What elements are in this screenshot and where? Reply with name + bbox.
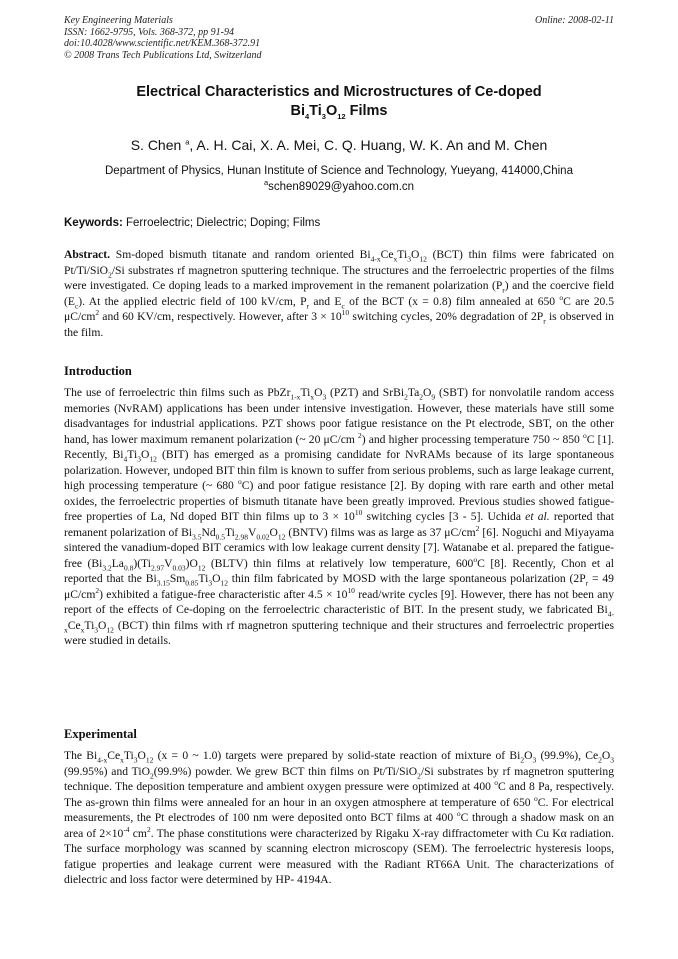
- journal-name: Key Engineering Materials: [64, 15, 173, 26]
- experimental-paragraph: The $Bi_{4-x}Ce_xTi_3O_{12}$ (x = 0 ~ 1.0) targets were prepared by solid-state reaction of mixture of $Bi_2O_3$ (99.9%), $Ce_2O_3$ (99.95%) and TiO$_2$(99.9%) powder. We grew BCT thin films on Pt/Ti/SiO$_2$/Si substrates by rf magnetron sputtering technique. The deposition temperature and ambient oxygen pressure were optimized at 400 $^o$C and 8 Pa, respectively. The as-grown thin films were annealed for an hour in an oxygen atmosphere at temperature of 650 $^o$C. For electrical measurements, the Pt electrodes of 100 nm were deposited onto BCT films at 400 $^o$C through a shadow mask on an area of $2\times 10^{-4}$ $cm^2$. The phase constitutions were characterized by Rigaku X-ray diffractometer with Cu Kα radiation. The surface morphology was scanned by scanning electron microscopy (SEM). The ferroelectric hysteresis loops, fatigue properties and leakage current were measured with the Radiant RT66A Unit. The characterizations of dielectric and loss factor were determined by HP- 4194A.: [64, 749, 615, 886]
- journal-copyright: © 2008 Trans Tech Publications Ltd, Switzerland: [64, 49, 262, 61]
- department: Department of Physics, Hunan Institute of Science and Technology, Yueyang, 414000,China: [105, 165, 573, 177]
- journal-issn: ISSN: 1662-9795, Vols. 368-372, pp 91-94: [64, 26, 234, 38]
- online-date: Online: 2008-02-11: [535, 15, 614, 26]
- keywords: [64, 217, 614, 229]
- title-line-1: Electrical Characteristics and Microstructures of Ce-doped: [136, 84, 542, 100]
- journal-header: [64, 15, 262, 61]
- introduction-heading: Introduction: [64, 364, 132, 378]
- paper-title: [64, 83, 614, 121]
- keywords-label: Keywords:: [64, 217, 123, 229]
- journal-doi: doi:10.4028/www.scientific.net/KEM.368-372.91: [64, 38, 261, 49]
- experimental-section: [64, 727, 614, 888]
- keywords-text: Ferroelectric; Dielectric; Doping; Films: [122, 217, 321, 229]
- introduction-paragraph: The use of ferroelectric thin films such as $PbZr_{1-x}Ti_xO_3$ (PZT) and $SrBi_2Ta_2O_9$ (SBT) for nonvolatile random access memories (NvRAM) applications has been under intensive investigation. However, these materials have still some disadvantages for industrial applications. PZT shows poor fatigue resistance on the Pt electrode, SBT, on the other hand, has lower maximum remanent polarization (~ 20 μC/cm $^2$) and higher processing temperature 750 ~ 850 $^o$C [1]. Recently, $Bi_4Ti_3O_{12}$ (BIT) has emerged as a promising candidate for NvRAMs because of its large spontaneous polarization. However, undoped BIT thin film is known to suffer from serious problems, such as large leakage current, high processing temperature (~ 680 $^o$C) and poor fatigue resistance [2]. By doping with rare earth and other metal oxides, the ferroelectric properties of bismuth titanate have been greatly improved. Previous studies showed fatigue-free properties of La, Nd doped BIT thin films up to $3 \times 10^{10}$ switching cycles [3 - 5]. Uchida et al. reported that remanent polarization of $Bi_{3.5}Nd_{0.5}Ti_{2.98}V_{0.02}O_{12}$ (BNTV) films was as large as 37 $\mu C/cm^2$ [6]. Noguchi and Miyayama sintered the vanadium-doped BIT ceramics with low leakage current density [7]. Watanabe et al. prepared the fatigue-free $(Bi_{3.2}La_{0.8})(Ti_{2.97}V_{0.03})O_{12}$ (BLTV) thin films at relatively low temperature, 600$^o$C [8]. Recently, Chon et al reported that the $Bi_{3.15}Sm_{0.85}Ti_3O_{12}$ thin film fabricated by MOSD with the large spontaneous polarization ($2P_r = 49$ $\mu C/cm^2$) exhibited a fatigue-free characteristic after $4.5 \times 10^{10}$ read/write cycles [9]. However, there has not been any report of the effects of Ce-doping on the ferroelectric characteristic of BIT. In the present study, we fabricated $Bi_{4-x}Ce_xTi_3O_{12}$ (BCT) thin films with rf magnetron sputtering technique and their structures and ferroelectric properties were studied in details.: [64, 386, 615, 647]
- abstract: Abstract. Sm-doped bismuth titanate and random oriented $Bi_{4-x}Ce_xTi_3O_{12}$ (BCT) thin films were fabricated on Pt/Ti/SiO$_2$/Si substrates rf magnetron sputtering technique. The structures and the ferroelectric properties of the films were investigated. Ce doping leads to a marked improvement in the remanent polarization $(P_r)$ and the coercive field $(E_c)$. At the applied electric field of 100 kV/cm, $P_r$ and $E_c$ of the BCT (x = 0.8) film annealed at 650 $^o$C are 20.5 $\mu C/cm^2$ and 60 KV/cm, respectively. However, after $3 \times 10^{10}$ switching cycles, 20% degradation of $2P_r$ is observed in the film.: [64, 248, 614, 339]
- experimental-heading: Experimental: [64, 727, 137, 741]
- author-list: S. Chen $^a$, A. H. Cai, X. A. Mei, C. Q. Huang, W. K. An and M. Chen: [130, 137, 548, 153]
- affiliation: [64, 163, 614, 195]
- abstract-label: Abstract.: [64, 248, 111, 261]
- title-line-2: $Bi_4Ti_3O_{12}$ Films: [290, 103, 388, 121]
- introduction-section: [64, 364, 614, 649]
- author-email: $^a$schen89029@yahoo.com.cn: [263, 178, 415, 193]
